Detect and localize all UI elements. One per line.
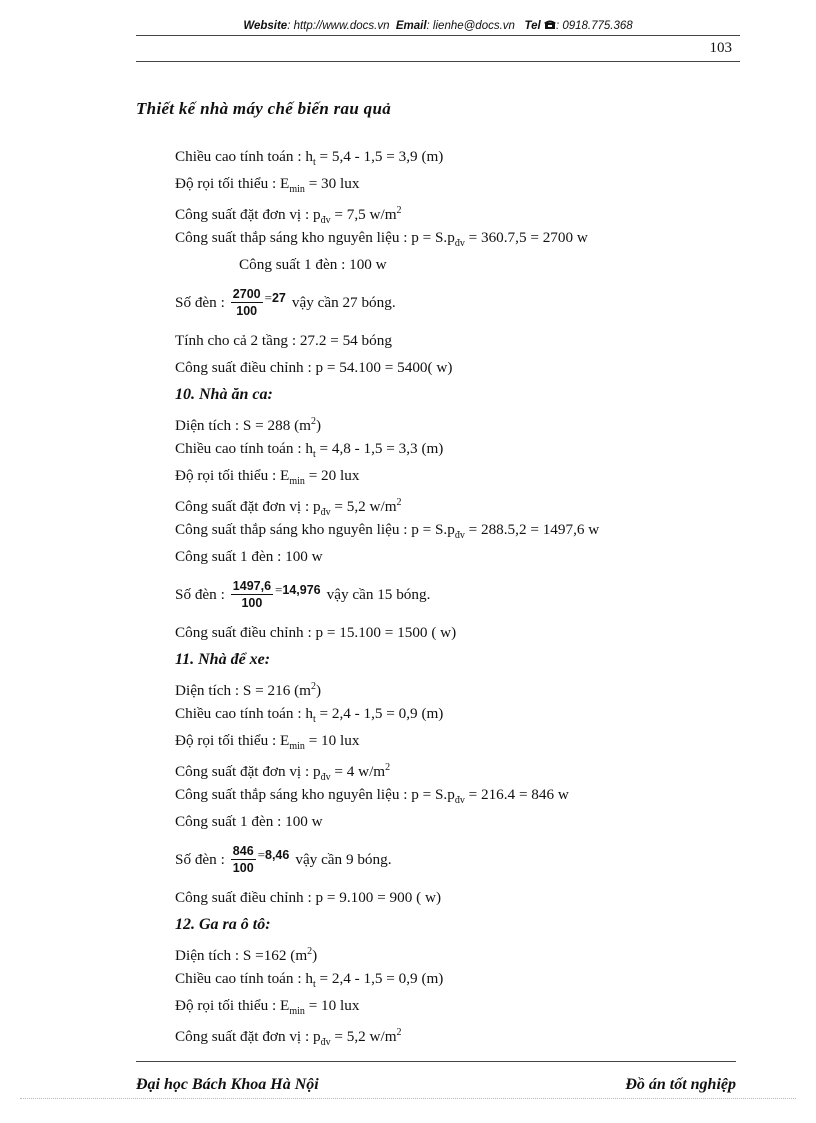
p9-emin: Độ rọi tối thiểu : $E_{min} = 30$ lux	[175, 175, 360, 196]
p10-fraction: $\frac{1497,6}{100}$	[232, 579, 272, 610]
p10-height: Chiều cao tính toán : $h_t = 4,8 - 1,5 = 3,3$ (m)	[175, 440, 444, 461]
email-label: Email	[395, 20, 427, 32]
page-bottom-border	[20, 1098, 796, 1099]
p10-heading: 10. Nhà ăn ca:	[175, 386, 273, 403]
website-label: Website	[243, 20, 288, 32]
header-rule-bottom	[136, 61, 740, 62]
p12-area: Diện tích : S =162 $(m^2)$	[175, 946, 318, 965]
p10-emin: Độ rọi tối thiểu : $E_{min} = 20$ lux	[175, 467, 360, 488]
p10-pstorage: Công suất thắp sáng kho nguyên liệu : $p = S.p_{đv} = 288.5,2 = 1497,6$ w	[175, 521, 600, 542]
p11-height: Chiều cao tính toán : $h_t = 2,4 - 1,5 = 0,9$ (m)	[175, 705, 444, 726]
header-contact	[136, 19, 740, 32]
footer-thesis: Đồ án tốt nghiệp	[625, 1076, 736, 1093]
p12-pdv: Công suất đặt đơn vị : $p_{đv} = 5,2$ $w/m^2$	[175, 1027, 402, 1049]
footer-rule	[136, 1061, 736, 1062]
p11-emin: Độ rọi tối thiểu : $E_{min} = 10$ lux	[175, 732, 360, 753]
header-rule-top	[136, 35, 740, 36]
p11-lamp-power: Công suất 1 đèn : 100 w	[175, 813, 323, 830]
p11-adjusted: Công suất điều chỉnh : p = 9.100 = 900 ( w)	[175, 889, 442, 906]
p9-pstorage: Công suất thắp sáng kho nguyên liệu : $p = S.p_{đv} = 360.7,5 = 2700$ w	[175, 229, 588, 250]
document-body	[175, 143, 756, 1049]
p9-fraction: $\frac{2700}{100}$	[232, 287, 261, 318]
tel-value: : 0918.775.368	[555, 20, 633, 32]
p9-height: Chiều cao tính toán : $h_t = 5,4 - 1,5 = 3,9$ (m)	[175, 148, 444, 169]
p11-pdv: Công suất đặt đơn vị : $p_{đv} = 4$ $w/m^2$	[175, 762, 391, 784]
phone-icon	[544, 19, 556, 30]
p12-height: Chiều cao tính toán : $h_t = 2,4 - 1,5 = 0,9$ (m)	[175, 970, 444, 991]
p10-pdv: Công suất đặt đơn vị : $p_{đv} = 5,2$ $w/m^2$	[175, 497, 402, 519]
p9-lamp-count: Số đèn : $\frac{2700}{100}$ = 27 vậy cần 27 bóng.	[175, 287, 396, 318]
p11-area: Diện tích : S = 216 $(m^2)$	[175, 681, 322, 700]
p11-fraction: $\frac{846}{100}$	[232, 844, 254, 875]
p10-adjusted: Công suất điều chỉnh : p = 15.100 = 1500 ( w)	[175, 624, 457, 641]
email-value: : lienhe@docs.vn	[426, 20, 515, 32]
page-number: 103	[709, 40, 732, 56]
p9-adjusted: Công suất điều chỉnh : p = 54.100 = 5400( w)	[175, 359, 453, 376]
p11-heading: 11. Nhà để xe:	[175, 651, 271, 668]
p12-heading: 12. Ga ra ô tô:	[175, 916, 271, 933]
website-value: : http://www.docs.vn	[287, 20, 390, 32]
p11-pstorage: Công suất thắp sáng kho nguyên liệu : $p = S.p_{đv} = 216.4 = 846$ w	[175, 786, 569, 807]
p10-lamp-count: Số đèn : $\frac{1497,6}{100}$ = 14,976 vậy cần 15 bóng.	[175, 579, 431, 610]
p11-lamp-count: Số đèn : $\frac{846}{100}$ = 8,46 vậy cần 9 bóng.	[175, 844, 392, 875]
p9-pdv: Công suất đặt đơn vị : $p_{đv} = 7,5$ $w/m^2$	[175, 205, 402, 227]
p9-lamp-power: Công suất 1 đèn : 100 w	[239, 256, 387, 273]
p9-two-floors: Tính cho cả 2 tầng : 27.2 = 54 bóng	[175, 332, 392, 349]
p10-area: Diện tích : S = 288 $(m^2)$	[175, 416, 322, 435]
section-title: Thiết kế nhà máy chế biến rau quả	[136, 99, 391, 118]
footer-university: Đại học Bách Khoa Hà Nội	[136, 1076, 319, 1093]
tel-label: Tel	[524, 20, 541, 32]
p12-emin: Độ rọi tối thiểu : $E_{min} = 10$ lux	[175, 997, 360, 1018]
p10-lamp-power: Công suất 1 đèn : 100 w	[175, 548, 323, 565]
